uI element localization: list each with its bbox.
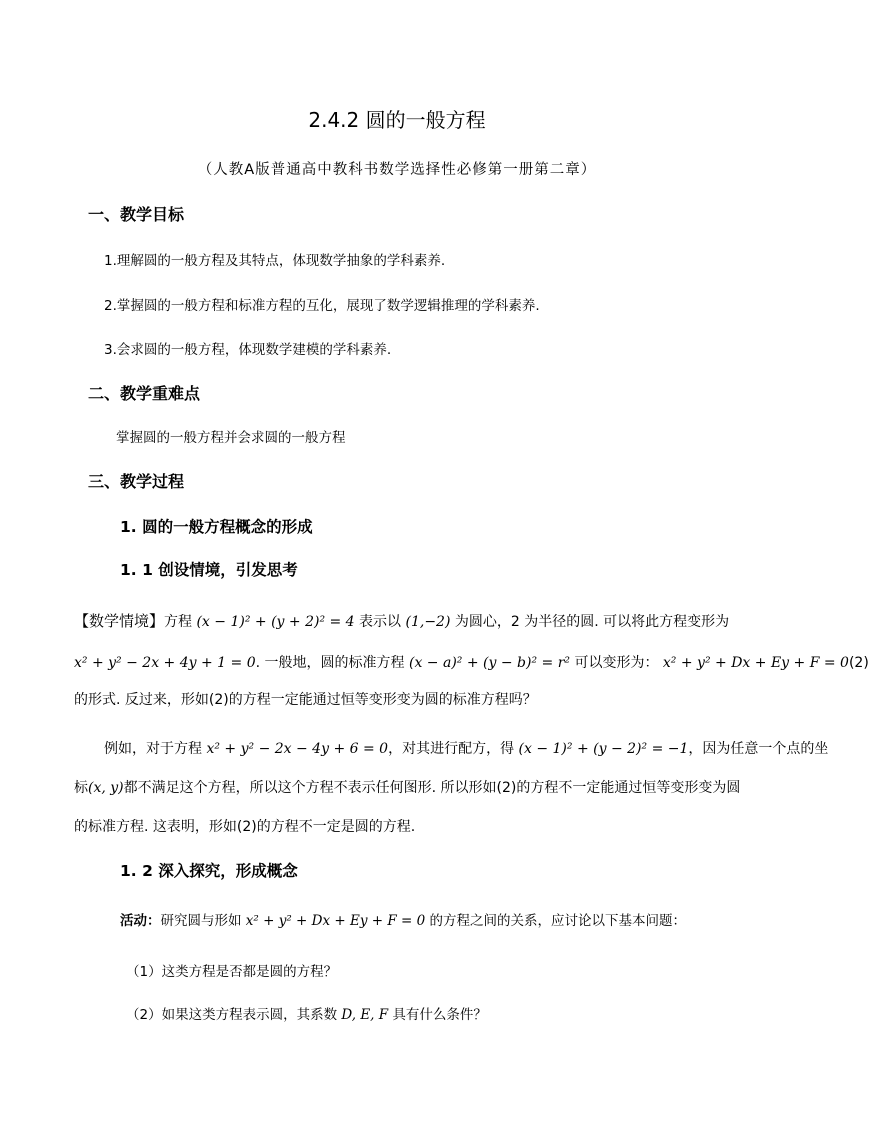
equation: x² + y² − 2x − 4y + 6 = 0 [206,741,389,757]
activity-label: 活动： [120,913,161,929]
equation: (x − a)² + (y − b)² = r² [408,655,570,671]
question-1: （1）这类方程是否都是圆的方程？ [126,964,338,980]
section-heading-keypoints: 二、教学重难点 [88,384,201,403]
situation-line-1: 【数学情境】方程 (x − 1)² + (y + 2)² = 4 表示以 (1,−2) 为圆心，2 为半径的圆. 可以将此方程变形为 [74,612,730,630]
situation-line-2: x² + y² − 2x + 4y + 1 = 0. 一般地，圆的标准方程 (x − a)² + (y − b)² = r² 可以变形为： x² + y² + Dx + Ey + F = 0(2) [74,655,869,671]
example-line-3: 的标准方程. 这表明，形如(2)的方程不一定是圆的方程. [74,819,416,835]
objective-item-3: 3.会求圆的一般方程，体现数学建模的学科素养. [104,342,392,358]
example-line-1: 例如，对于方程 x² + y² − 2x − 4y + 6 = 0，对其进行配方，得 (x − 1)² + (y − 2)² = −1，因为任意一个点的坐 [104,741,829,757]
equation: x² + y² + Dx + Ey + F = 0 [245,913,426,929]
equation: x² + y² + Dx + Ey + F = 0 [662,655,849,671]
point: (1,−2) [405,614,451,630]
coefficients: D, E, F [341,1007,389,1023]
question-2: （2）如果这类方程表示圆，其系数 D, E, F 具有什么条件？ [126,1007,487,1023]
objective-item-2: 2.掌握圆的一般方程和标准方程的互化，展现了数学逻辑推理的学科素养. [104,298,540,314]
subsection-heading-1-1: 1. 1 创设情境，引发思考 [120,561,298,579]
page-title: 2.4.2 圆的一般方程 [308,108,486,132]
equation: (x − 1)² + (y − 2)² = −1 [518,741,689,757]
situation-line-3: 的形式. 反过来，形如(2)的方程一定能通过恒等变形变为圆的标准方程吗？ [74,692,537,708]
subsection-heading-1-2: 1. 2 深入探究，形成概念 [120,862,298,880]
keypoints-text: 掌握圆的一般方程并会求圆的一般方程 [116,430,346,446]
activity-line: 活动：研究圆与形如 x² + y² + Dx + Ey + F = 0 的方程之间的关系，应讨论以下基本问题： [120,913,687,929]
subsection-heading-1: 1. 圆的一般方程概念的形成 [120,518,313,536]
section-heading-process: 三、教学过程 [88,472,185,491]
situation-label: 【数学情境】 [74,612,165,630]
equation: (x − 1)² + (y + 2)² = 4 [196,614,355,630]
subtitle: （人教A版普通高中教科书数学选择性必修第一册第二章） [197,162,597,178]
example-line-2: 标(x, y)都不满足这个方程，所以这个方程不表示任何图形. 所以形如(2)的方程不一定能通过恒等变形变为圆 [74,780,741,796]
point: (x, y) [88,780,124,796]
section-heading-objectives: 一、教学目标 [88,205,185,224]
equation: x² + y² − 2x + 4y + 1 = 0 [74,655,256,671]
objective-item-1: 1.理解圆的一般方程及其特点，体现数学抽象的学科素养. [104,253,446,269]
